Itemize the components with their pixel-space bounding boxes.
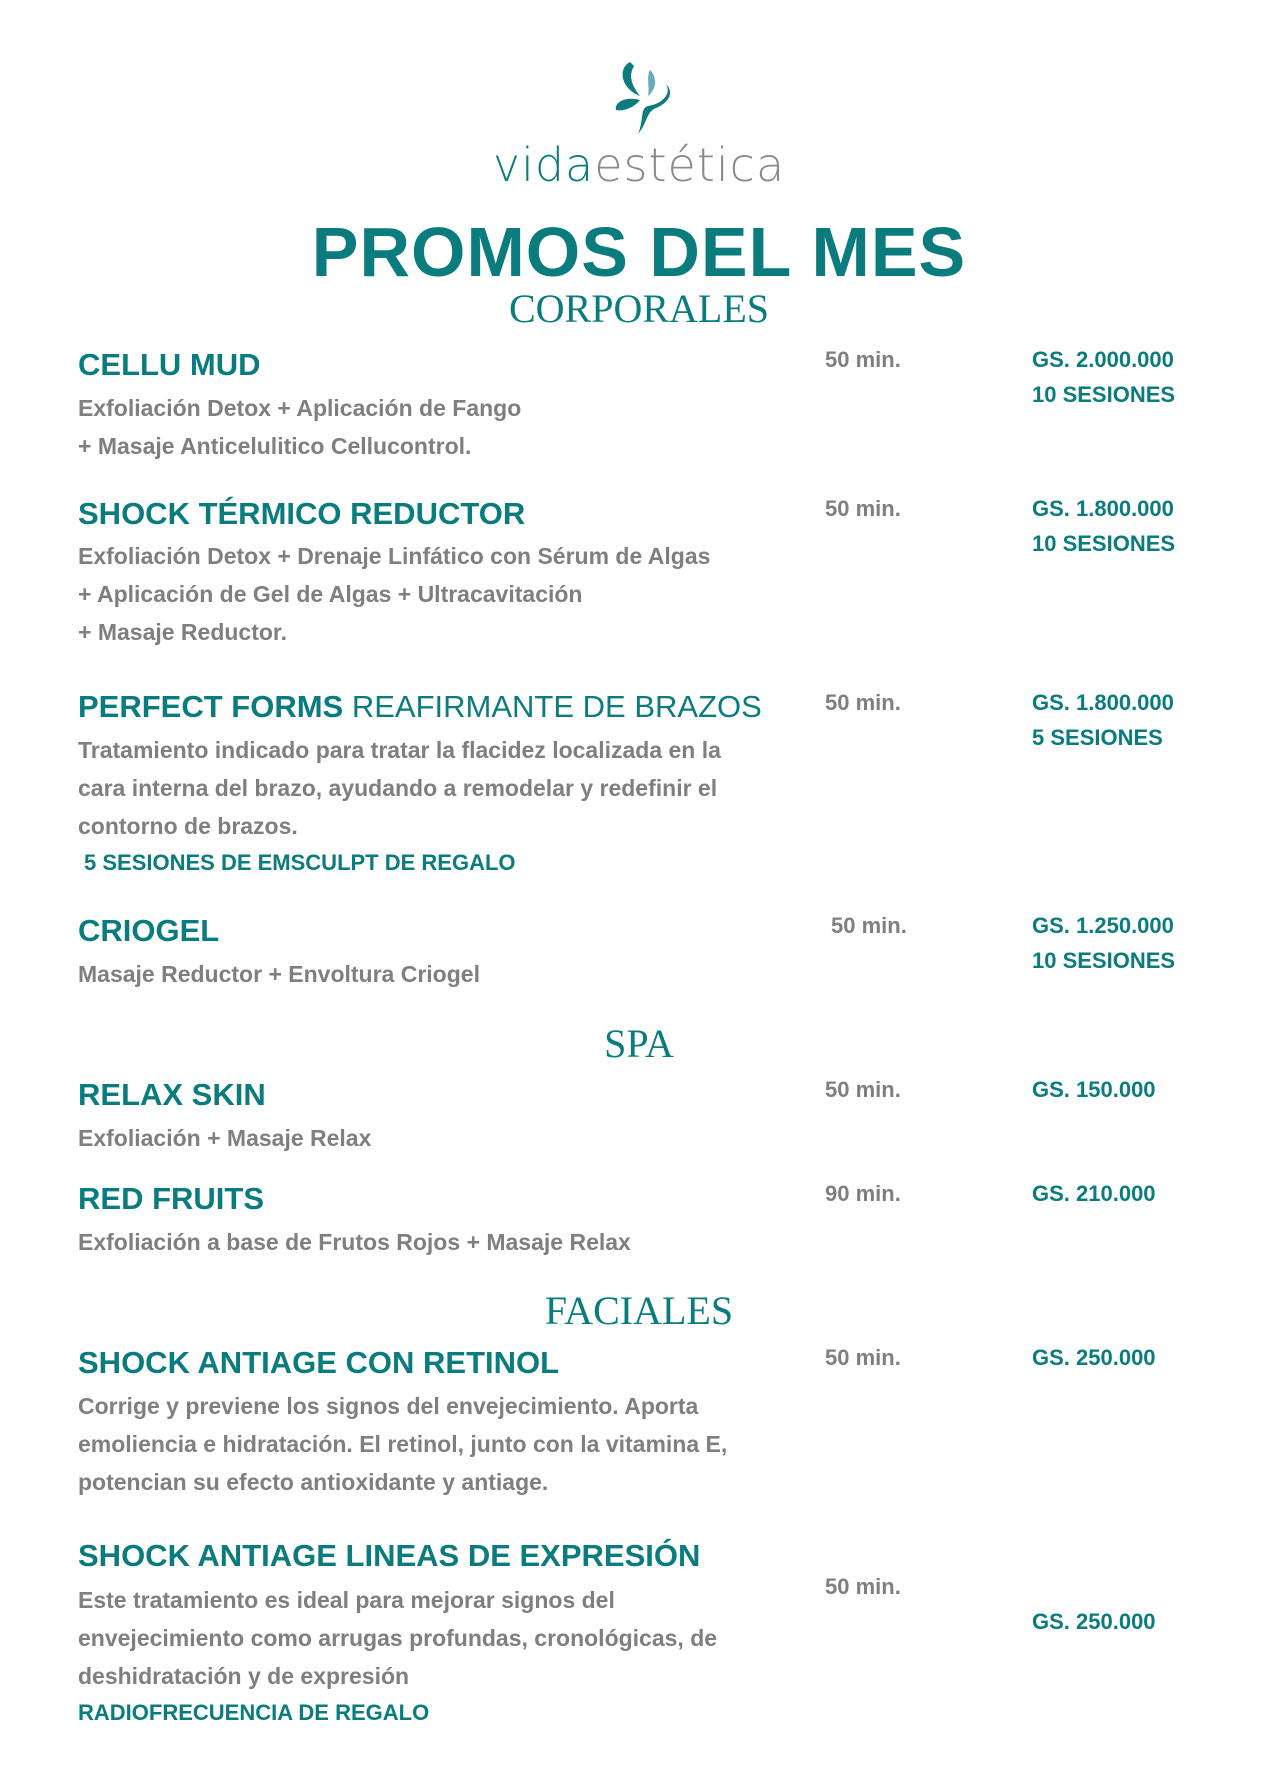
service-name: SHOCK ANTIAGE CON RETINOL	[78, 1345, 560, 1380]
service-description	[78, 955, 480, 993]
description-line: + Masaje Reductor.	[78, 619, 287, 645]
description-line: envejecimiento como arrugas profundas, cronológicas, de	[78, 1625, 718, 1651]
service-duration: 50 min.	[825, 347, 901, 372]
description-line: Este tratamiento es ideal para mejorar signos del	[78, 1587, 615, 1613]
service-description	[78, 731, 721, 845]
service-description	[78, 1387, 727, 1501]
service-name: RELAX SKIN	[78, 1077, 266, 1112]
service-gift: 5 SESIONES DE EMSCULPT DE REGALO	[84, 850, 516, 875]
service-price	[1032, 491, 1175, 561]
description-line: potencian su efecto antioxidante y antiage.	[78, 1469, 549, 1495]
description-line: Exfoliación a base de Frutos Rojos + Masaje Relax	[78, 1229, 631, 1255]
price-amount: GS. 1.800.000	[1032, 496, 1174, 521]
description-line: deshidratación y de expresión	[78, 1663, 410, 1689]
service-gift: RADIOFRECUENCIA DE REGALO	[78, 1700, 430, 1725]
service-name: RED FRUITS	[78, 1181, 264, 1216]
service-duration: 50 min.	[825, 1077, 901, 1102]
butterfly-logo-icon	[610, 60, 690, 145]
service-price	[1032, 1176, 1156, 1211]
brand-part-2: estética	[594, 138, 786, 192]
description-line: Tratamiento indicado para tratar la flacidez localizada en la	[78, 737, 721, 763]
price-amount: GS. 210.000	[1032, 1181, 1156, 1206]
description-line: Exfoliación Detox + Drenaje Linfático con Sérum de Algas	[78, 543, 711, 569]
service-name: CELLU MUD	[78, 347, 261, 382]
price-amount: GS. 250.000	[1032, 1609, 1156, 1634]
description-line: Masaje Reductor + Envoltura Criogel	[78, 961, 480, 987]
service-name: CRIOGEL	[78, 913, 220, 948]
price-amount: GS. 150.000	[1032, 1077, 1156, 1102]
price-sessions: 5 SESIONES	[1032, 725, 1163, 750]
description-line: contorno de brazos.	[78, 813, 298, 839]
description-line: Exfoliación + Masaje Relax	[78, 1125, 372, 1151]
service-price	[1032, 1072, 1156, 1107]
price-sessions: 10 SESIONES	[1032, 531, 1176, 556]
service-description	[78, 1581, 717, 1695]
service-duration: 90 min.	[825, 1181, 901, 1206]
section-heading-faciales: FACIALES	[544, 1288, 734, 1333]
brand-part-1: vida	[492, 138, 595, 192]
service-price	[1032, 342, 1175, 412]
price-amount: GS. 2.000.000	[1032, 347, 1174, 372]
price-sessions: 10 SESIONES	[1032, 382, 1176, 407]
description-line: + Aplicación de Gel de Algas + Ultracavitación	[78, 581, 583, 607]
section-heading-spa: SPA	[604, 1021, 674, 1066]
page-title: PROMOS DEL MES	[311, 213, 967, 291]
description-line: + Masaje Anticelulitico Cellucontrol.	[78, 433, 472, 459]
price-amount: GS. 1.800.000	[1032, 690, 1174, 715]
service-duration: 50 min.	[825, 1574, 901, 1599]
service-price	[1032, 908, 1175, 978]
service-name	[78, 689, 762, 725]
service-duration: 50 min.	[825, 690, 901, 715]
price-sessions: 10 SESIONES	[1032, 948, 1176, 973]
service-name: SHOCK ANTIAGE LINEAS DE EXPRESIÓN	[78, 1538, 701, 1573]
service-price	[1032, 1340, 1156, 1375]
description-line: Exfoliación Detox + Aplicación de Fango	[78, 395, 522, 421]
service-duration: 50 min.	[831, 913, 907, 938]
section-heading-corporales: CORPORALES	[508, 286, 770, 331]
brand-wordmark	[0, 138, 1278, 192]
price-amount: GS. 250.000	[1032, 1345, 1156, 1370]
description-line: emoliencia e hidratación. El retinol, junto con la vitamina E,	[78, 1431, 728, 1457]
service-price	[1032, 1604, 1156, 1639]
service-description	[78, 1223, 631, 1261]
description-line: Corrige y previene los signos del envejecimiento. Aporta	[78, 1393, 699, 1419]
service-name: SHOCK TÉRMICO REDUCTOR	[78, 496, 526, 531]
price-amount: GS. 1.250.000	[1032, 913, 1174, 938]
service-description	[78, 537, 710, 651]
service-price	[1032, 685, 1174, 755]
service-description	[78, 389, 521, 465]
service-description	[78, 1119, 371, 1157]
service-duration: 50 min.	[825, 496, 901, 521]
service-subtitle: REAFIRMANTE DE BRAZOS	[351, 689, 762, 724]
service-name-bold: PERFECT FORMS	[78, 689, 344, 724]
description-line: cara interna del brazo, ayudando a remodelar y redefinir el	[78, 775, 718, 801]
service-duration: 50 min.	[825, 1345, 901, 1370]
